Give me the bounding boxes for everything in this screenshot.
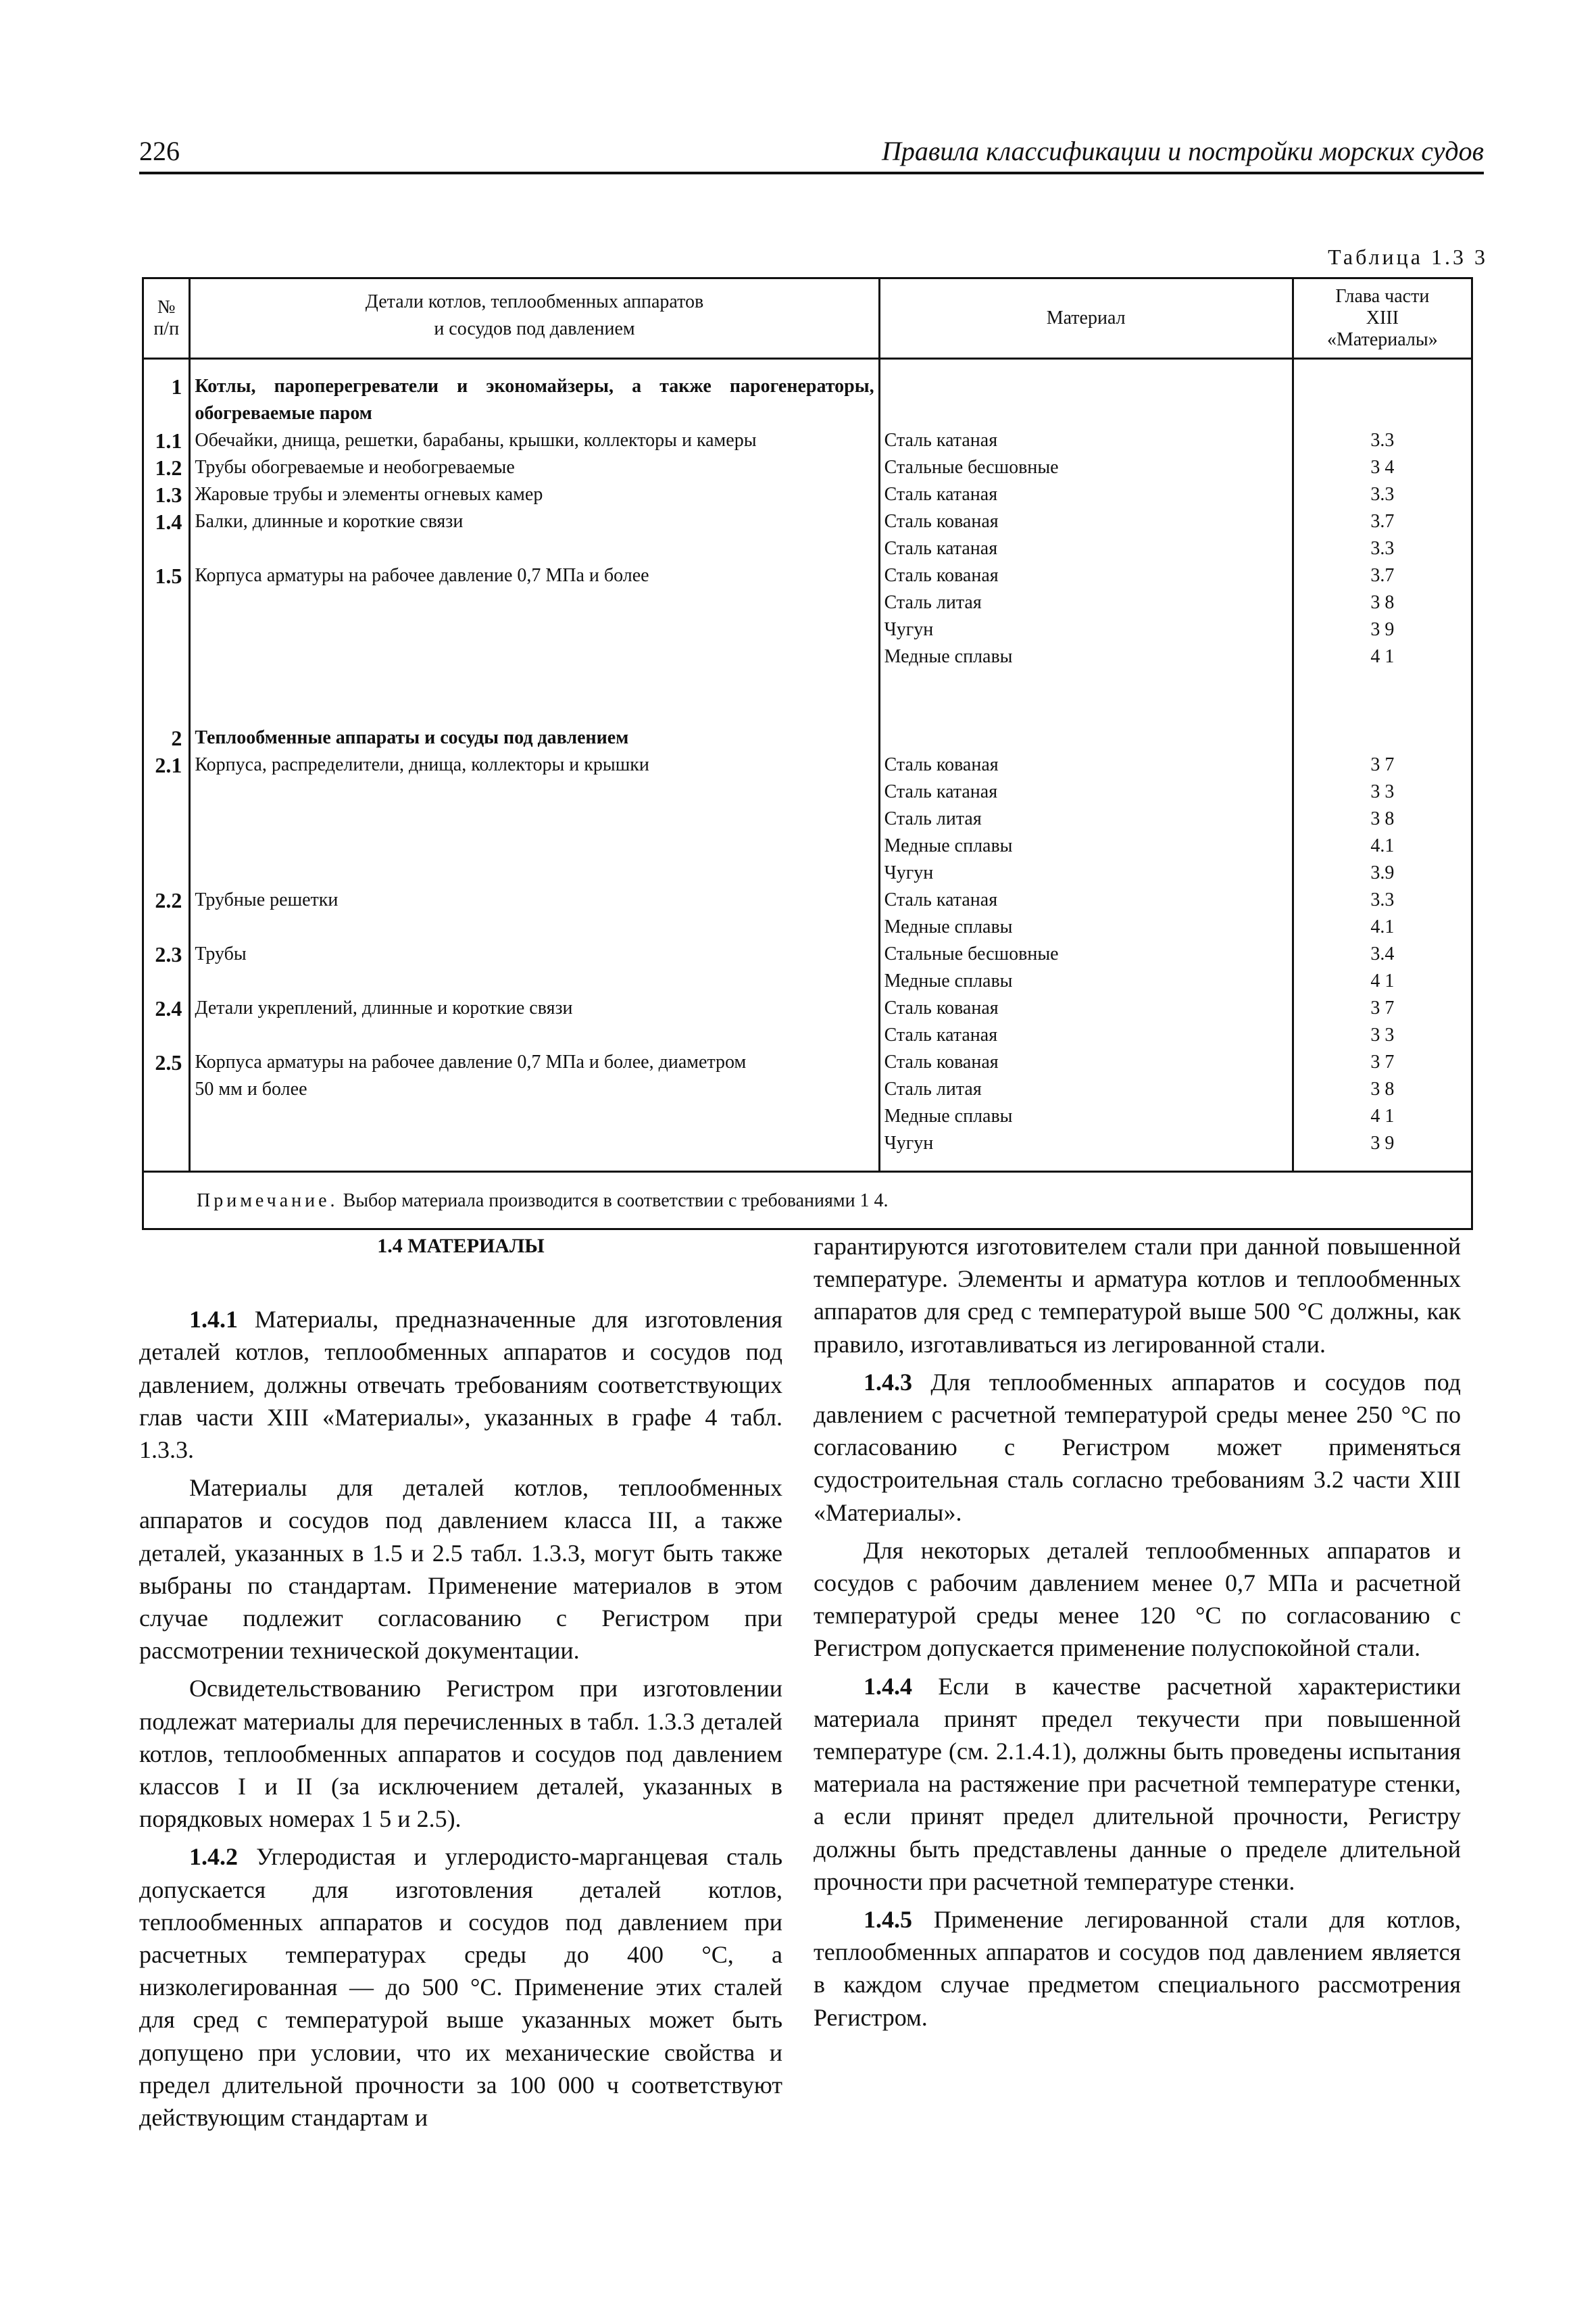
table-note-row [143, 1172, 1472, 1229]
spacer [195, 670, 874, 697]
material-value: Чугун [884, 619, 934, 640]
paragraph-text: Углеродистая и углеродисто-марганцевая сталь допускается для изготовления деталей котлов, теплообменных аппаратов и сосудов под давлением при расчетных температурах среды до 400 °С, а низколегированная — до 500 °С. Применение этих сталей для сред с температурой выше указанных может быть допущено при условии, что их механические свойства и предел длительной прочности за 100 000 ч соответствуют действующим стандартам и [139, 1843, 782, 2132]
material-value: Сталь катаная [884, 781, 998, 802]
material-value: Сталь катаная [884, 1025, 998, 1046]
row-number: 2 [171, 726, 182, 750]
material-value: Медные сплавы [884, 1106, 1013, 1127]
paragraph-text: Материалы, предназначенные для изготовления деталей котлов, теплообменных аппаратов и сосудов под давлением, должны отвечать требованиям соответствующих глав части XIII «Материалы», указанных в графе 4 табл. 1.3.3. [139, 1306, 783, 1464]
paragraph: Для некоторых деталей теплообменных аппаратов и сосудов с рабочим давлением менее 0,7 МПа и расчетной температурой среды менее 120 °С по согласованию с Регистром допускается применение полуспокойной стали. [814, 1536, 1461, 1662]
spacer [148, 779, 182, 806]
row-number: 1.3 [155, 483, 182, 507]
chapter-value: 3.7 [1370, 511, 1395, 532]
spacer [148, 1130, 182, 1157]
spacer [195, 1022, 874, 1049]
material-value: Сталь катаная [884, 538, 998, 559]
chapter-value: 3.7 [1370, 565, 1395, 586]
spacer [148, 968, 182, 995]
col-header-chapter-line1: Глава части [1335, 286, 1430, 307]
spacer [148, 1103, 182, 1130]
clause-number: 1.4.5 [864, 1906, 912, 1934]
material-value: Стальные бесшовные [884, 457, 1059, 478]
spacer [148, 697, 182, 725]
material-value: Сталь катаная [884, 889, 998, 910]
material-value: Сталь литая [884, 592, 982, 613]
clause-number: 1.4.4 [864, 1672, 912, 1700]
row-number: 1.1 [155, 428, 182, 453]
spacer [1298, 373, 1467, 400]
details-cell [190, 359, 879, 1172]
chapter-value: 4 1 [1370, 1106, 1395, 1127]
paragraph-1-4-5 [814, 1903, 1461, 2034]
chapter-value: 3.3 [1370, 430, 1395, 451]
materials-table [142, 277, 1473, 1230]
chapter-value: 3 8 [1370, 592, 1395, 613]
chapter-value: 3 8 [1370, 808, 1395, 829]
row-number: 1.5 [155, 564, 182, 588]
row-number: 2.5 [155, 1050, 182, 1075]
spacer [148, 1076, 182, 1103]
spacer [148, 860, 182, 887]
table-header-row [143, 278, 1472, 359]
material-value: Сталь кованая [884, 998, 999, 1019]
clause-number: 1.4.3 [864, 1368, 912, 1396]
detail-text: Трубные решетки [195, 889, 339, 910]
paragraph-text: Применение легированной стали для котлов, теплообменных аппаратов и сосудов под давлением является в каждом случае предметом специального рассмотрения Регистром. [814, 1906, 1461, 2031]
material-value: Медные сплавы [884, 646, 1013, 667]
col-header-number: № п/п [143, 278, 190, 359]
spacer [195, 1103, 874, 1130]
spacer [884, 697, 1288, 725]
text-column-right [814, 1230, 1461, 2034]
paragraph-1-4-1 [139, 1303, 782, 1466]
section-heading: Теплообменные аппараты и сосуды под давлением [195, 727, 629, 748]
col-header-chapter-line3: «Материалы» [1327, 329, 1438, 350]
spacer [884, 670, 1288, 697]
detail-text: Корпуса, распределители, днища, коллекторы и крышки [195, 754, 649, 775]
detail-text: Детали укреплений, длинные и короткие связи [195, 998, 573, 1019]
chapter-value: 3 9 [1370, 1133, 1395, 1154]
detail-text: Обечайки, днища, решетки, барабаны, крышки, коллекторы и камеры [195, 430, 757, 451]
material-value: Стальные бесшовные [884, 943, 1059, 964]
paragraph-1-4-3 [814, 1366, 1461, 1529]
chapter-value: 3.3 [1370, 889, 1395, 910]
row-number: 2.3 [155, 942, 182, 966]
spacer [148, 400, 182, 427]
chapter-value: 4.1 [1370, 916, 1395, 937]
paragraph-text: Если в качестве расчетной характеристики материала принят предел текучести при повышенной температуре (см. 2.1.4.1), должны быть проведены испытания материала на растяжение при расчетной температуре стенки, а если принят предел длительной прочности, Регистру должны быть представлены данные о пределе длительной прочности при расчетной температуре стенки. [814, 1672, 1461, 1895]
material-value: Медные сплавы [884, 971, 1013, 991]
material-cell [879, 359, 1293, 1172]
spacer [195, 860, 874, 887]
material-value: Сталь литая [884, 1079, 982, 1100]
col-header-details-line2: и сосудов под давлением [434, 318, 635, 339]
chapter-cell [1293, 359, 1472, 1172]
spacer [1298, 725, 1467, 752]
spacer [195, 643, 874, 670]
page-header [139, 135, 1484, 173]
spacer [195, 589, 874, 616]
spacer [148, 914, 182, 941]
paragraph-continued: гарантируются изготовителем стали при данной повышенной температуре. Элементы и арматура котлов и теплообменных аппаратов для сред с температурой выше 500 °С должны, как правило, изготавливаться из легированной стали. [814, 1233, 1461, 1358]
clause-number: 1.4.2 [189, 1843, 238, 1871]
detail-text: Корпуса арматуры на рабочее давление 0,7 МПа и более, диаметром [195, 1052, 747, 1073]
col-header-chapter-line2: XIII [1366, 308, 1399, 328]
chapter-value: 3.3 [1370, 538, 1395, 559]
chapter-value: 4 1 [1370, 971, 1395, 991]
header-rule [139, 172, 1484, 174]
row-number: 2.2 [155, 888, 182, 912]
material-value: Сталь кованая [884, 754, 999, 775]
detail-text: Жаровые трубы и элементы огневых камер [195, 484, 543, 505]
spacer [148, 806, 182, 833]
spacer [195, 833, 874, 860]
spacer [195, 968, 874, 995]
detail-text: Корпуса арматуры на рабочее давление 0,7 МПа и более [195, 565, 649, 586]
spacer [195, 535, 874, 562]
table-body-row [143, 359, 1472, 1172]
spacer [195, 914, 874, 941]
row-number: 1 [171, 374, 182, 399]
clause-number: 1.4.1 [189, 1306, 238, 1333]
material-value: Сталь кованая [884, 565, 999, 586]
row-number: 1.2 [155, 456, 182, 480]
note-text: Выбор материала производится в соответствии с требованиями 1 4. [343, 1190, 889, 1211]
spacer [148, 589, 182, 616]
spacer [884, 400, 1288, 427]
paragraph-text: Для теплообменных аппаратов и сосудов под давлением с расчетной температурой среды менее 250 °С по согласованию с Регистром может применяться судостроительная сталь согласно требованиям 3.2 части XIII «Материалы». [814, 1368, 1461, 1526]
col-header-details-line1: Детали котлов, теплообменных аппаратов [365, 291, 704, 312]
chapter-value: 3 3 [1370, 1025, 1395, 1046]
note-label: Примечание. [197, 1190, 339, 1211]
spacer [148, 833, 182, 860]
material-value: Медные сплавы [884, 916, 1013, 937]
spacer [148, 643, 182, 670]
table-caption: Таблица 1.3 3 [1328, 245, 1488, 269]
chapter-value: 3.9 [1370, 862, 1395, 883]
col-header-details [190, 278, 879, 359]
row-number: 2.1 [155, 753, 182, 777]
spacer [195, 779, 874, 806]
paragraph: Материалы для деталей котлов, теплообменных аппаратов и сосудов под давлением класса III, а также деталей, указанных в 1.5 и 2.5 табл. 1.3.3, могут быть также выбраны по стандартам. Применение материалов в этом случае подлежит согласованию с Регистром при рассмотрении технической документации. [139, 1474, 782, 1665]
spacer [195, 616, 874, 643]
section-title: 1.4 МАТЕРИАЛЫ [377, 1235, 545, 1257]
section-heading: Котлы, пароперегреватели и экономайзеры, а также парогенераторы, обогреваемые паром [195, 376, 874, 424]
paragraph: Освидетельствованию Регистром при изготовлении подлежат материалы для перечисленных в табл. 1.3.3 деталей котлов, теплообменных аппаратов и сосудов под давлением классов I и II (за исключением деталей, указанных в порядковых номерах 1 5 и 2.5). [139, 1675, 782, 1833]
chapter-value: 3 4 [1370, 457, 1395, 478]
spacer [1298, 400, 1467, 427]
row-number: 2.4 [155, 996, 182, 1021]
number-cell [143, 359, 190, 1172]
spacer [195, 697, 874, 725]
page-number: 226 [139, 136, 180, 166]
paragraph-1-4-4 [814, 1670, 1461, 1898]
col-header-chapter [1293, 278, 1472, 359]
material-value: Чугун [884, 1133, 934, 1154]
material-value: Сталь литая [884, 808, 982, 829]
col-header-material: Материал [879, 278, 1293, 359]
detail-text: 50 мм и более [195, 1079, 307, 1100]
chapter-value: 3 7 [1370, 1052, 1395, 1073]
running-title: Правила классификации и постройки морских судов [881, 136, 1484, 166]
material-value: Медные сплавы [884, 835, 1013, 856]
spacer [148, 670, 182, 697]
spacer [884, 373, 1288, 400]
chapter-value: 3 7 [1370, 998, 1395, 1019]
chapter-value: 3.3 [1370, 484, 1395, 505]
spacer [1298, 697, 1467, 725]
spacer [148, 616, 182, 643]
spacer [884, 725, 1288, 752]
detail-text: Трубы [195, 943, 247, 964]
spacer [195, 1130, 874, 1157]
chapter-value: 4 1 [1370, 646, 1395, 667]
paragraph-1-4-2 [139, 1840, 782, 2134]
material-value: Сталь катаная [884, 484, 998, 505]
chapter-value: 3 7 [1370, 754, 1395, 775]
spacer [148, 535, 182, 562]
chapter-value: 3 3 [1370, 781, 1395, 802]
table-body [143, 359, 1472, 1229]
chapter-value: 3 8 [1370, 1079, 1395, 1100]
material-value: Чугун [884, 862, 934, 883]
spacer [195, 806, 874, 833]
chapter-value: 3.4 [1370, 943, 1395, 964]
material-value: Сталь кованая [884, 1052, 999, 1073]
spacer [1298, 670, 1467, 697]
detail-text: Трубы обогреваемые и необогреваемые [195, 457, 515, 478]
material-value: Сталь кованая [884, 511, 999, 532]
chapter-value: 3 9 [1370, 619, 1395, 640]
spacer [148, 1022, 182, 1049]
table-note [143, 1172, 1472, 1229]
text-column-left [139, 1230, 782, 2134]
row-number: 1.4 [155, 510, 182, 534]
detail-text: Балки, длинные и короткие связи [195, 511, 464, 532]
chapter-value: 4.1 [1370, 835, 1395, 856]
material-value: Сталь катаная [884, 430, 998, 451]
